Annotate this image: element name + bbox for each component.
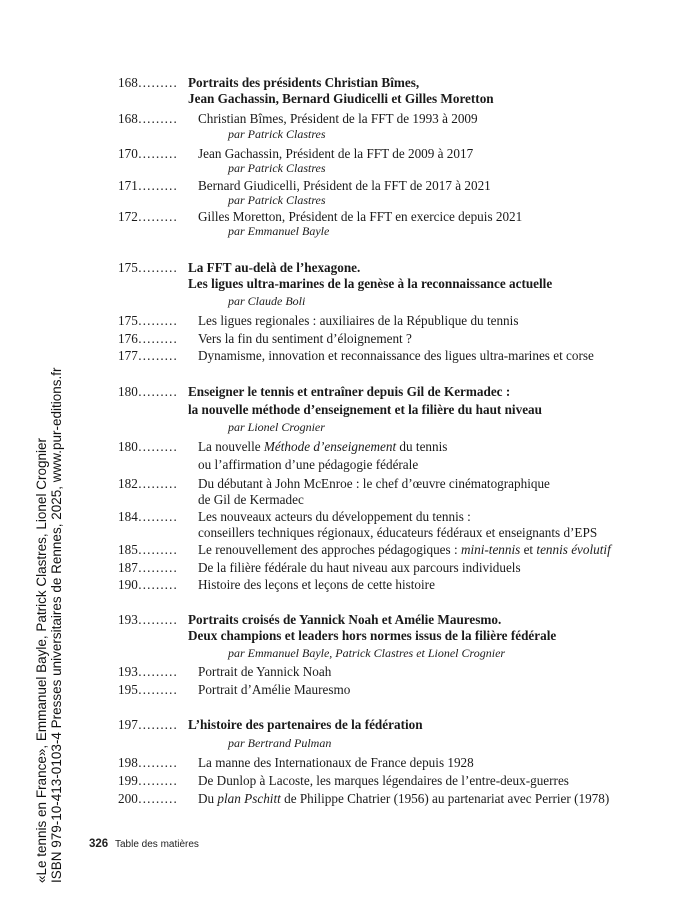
text-run: et — [520, 542, 537, 557]
toc-page-number: 177……… — [118, 348, 178, 363]
toc-entry-title: Histoire des leçons et leçons de cette histoire — [198, 577, 435, 592]
toc-entry-title: Dynamisme, innovation et reconnaissance des ligues ultra-marines et corse — [198, 348, 594, 363]
toc-page-number: 197……… — [118, 717, 178, 732]
text-italic-run: mini-tennis — [460, 542, 521, 557]
toc-page-number: 180……… — [118, 384, 178, 399]
toc-entry-title: Christian Bîmes, Président de la FFT de 1993 à 2009 — [198, 111, 478, 126]
toc-entry-author: par Lionel Crognier — [228, 420, 325, 434]
toc-entry-title — [198, 438, 447, 455]
toc-page-number: 180……… — [118, 439, 178, 454]
toc-page-number: 190……… — [118, 577, 178, 592]
toc-page-number: 193……… — [118, 664, 178, 679]
toc-entry-title: Vers la fin du sentiment d’éloignement ? — [198, 331, 412, 346]
toc-heading: la nouvelle méthode d’enseignement et la filière du haut niveau — [188, 402, 542, 417]
toc-entry-title: ou l’affirmation d’une pédagogie fédérale — [198, 457, 419, 472]
toc-heading: Jean Gachassin, Bernard Giudicelli et Gilles Moretton — [188, 91, 494, 106]
toc-page-number: 171……… — [118, 178, 178, 193]
toc-entry-title: Jean Gachassin, Président de la FFT de 2009 à 2017 — [198, 146, 474, 161]
toc-entry-title: Portrait de Yannick Noah — [198, 664, 332, 679]
toc-entry-title: Bernard Giudicelli, Président de la FFT de 2017 à 2021 — [198, 178, 491, 193]
toc-entry-author: par Claude Boli — [228, 294, 306, 308]
toc-page-number: 175……… — [118, 260, 178, 275]
toc-entry-title: Les ligues regionales : auxiliaires de la République du tennis — [198, 313, 519, 328]
toc-page-number: 184……… — [118, 509, 178, 524]
toc-entry-title: De Dunlop à Lacoste, les marques légendaires de l’entre-deux-guerres — [198, 773, 569, 788]
toc-page-number: 187……… — [118, 560, 178, 575]
page-number: 326 — [89, 838, 109, 850]
toc-entry-author: par Patrick Clastres — [228, 161, 326, 175]
toc-entry-author: par Patrick Clastres — [228, 193, 326, 207]
toc-page-number: 182……… — [118, 476, 178, 491]
text-run: du tennis — [396, 439, 448, 454]
toc-page-number: 176……… — [118, 331, 178, 346]
toc-entry-title — [198, 541, 611, 558]
toc-page-number: 172……… — [118, 209, 178, 224]
toc-entry-title: Les nouveaux acteurs du développement du tennis : — [198, 509, 471, 524]
text-run: Le renouvellement des approches pédagogiques : — [198, 542, 461, 557]
toc-entry-title: Portrait d’Amélie Mauresmo — [198, 682, 351, 697]
toc-entry-author: par Bertrand Pulman — [228, 736, 332, 750]
toc-entry-title: Du débutant à John McEnroe : le chef d’œuvre cinématographique — [198, 476, 550, 491]
toc-heading: Portraits croisés de Yannick Noah et Amélie Mauresmo. — [188, 612, 502, 627]
toc-entry-author: par Patrick Clastres — [228, 127, 326, 141]
toc-page-number: 185……… — [118, 542, 178, 557]
toc-entry-title: conseillers techniques régionaux, éducateurs fédéraux et enseignants d’EPS — [198, 525, 598, 540]
toc-heading: La FFT au-delà de l’hexagone. — [188, 260, 361, 275]
toc-entry-title — [198, 790, 609, 807]
toc-entry-author: par Emmanuel Bayle, Patrick Clastres et Lionel Crognier — [228, 646, 506, 660]
text-run: La nouvelle — [198, 439, 264, 454]
toc-entry-title: De la filière fédérale du haut niveau aux parcours individuels — [198, 560, 521, 575]
toc-page-number: 168……… — [118, 75, 178, 90]
toc-entry-title: Gilles Moretton, Président de la FFT en exercice depuis 2021 — [198, 209, 523, 224]
toc-page-number: 168……… — [118, 111, 178, 126]
text-italic-run: Méthode d’enseignement — [263, 439, 397, 454]
copyright-line-2: ISBN 979-10-413-0103-4 Presses universitaires de Rennes, 2025, www.pur-editions.fr — [49, 367, 64, 883]
toc-page-number: 170……… — [118, 146, 178, 161]
toc-entry-title: La manne des Internationaux de France depuis 1928 — [198, 755, 474, 770]
toc-page-number: 200……… — [118, 791, 178, 806]
toc-heading: Enseigner le tennis et entraîner depuis Gil de Kermadec : — [188, 384, 511, 399]
toc-page-number: 193……… — [118, 612, 178, 627]
toc-heading: Les ligues ultra-marines de la genèse à la reconnaissance actuelle — [188, 276, 553, 291]
text-run: de Philippe Chatrier (1956) au partenariat avec Perrier (1978) — [280, 791, 610, 806]
toc-page-number: 195……… — [118, 682, 178, 697]
toc-page-number: 175……… — [118, 313, 178, 328]
toc-heading: L’histoire des partenaires de la fédération — [188, 717, 423, 732]
text-run: Du — [198, 791, 218, 806]
copyright-line-1: «Le tennis en France», Emmanuel Bayle, Patrick Clastres, Lionel Crognier — [34, 438, 49, 883]
running-footer-label: Table des matières — [115, 839, 199, 850]
toc-heading: Portraits des présidents Christian Bîmes, — [188, 75, 420, 90]
toc-entry-title: de Gil de Kermadec — [198, 492, 304, 507]
text-italic-run: tennis évolutif — [536, 542, 611, 557]
toc-page-number: 199……… — [118, 773, 178, 788]
text-italic-run: plan Pschitt — [217, 791, 281, 806]
toc-page-number: 198……… — [118, 755, 178, 770]
toc-heading: Deux champions et leaders hors normes issus de la filière fédérale — [188, 628, 557, 643]
toc-entry-author: par Emmanuel Bayle — [228, 224, 330, 238]
